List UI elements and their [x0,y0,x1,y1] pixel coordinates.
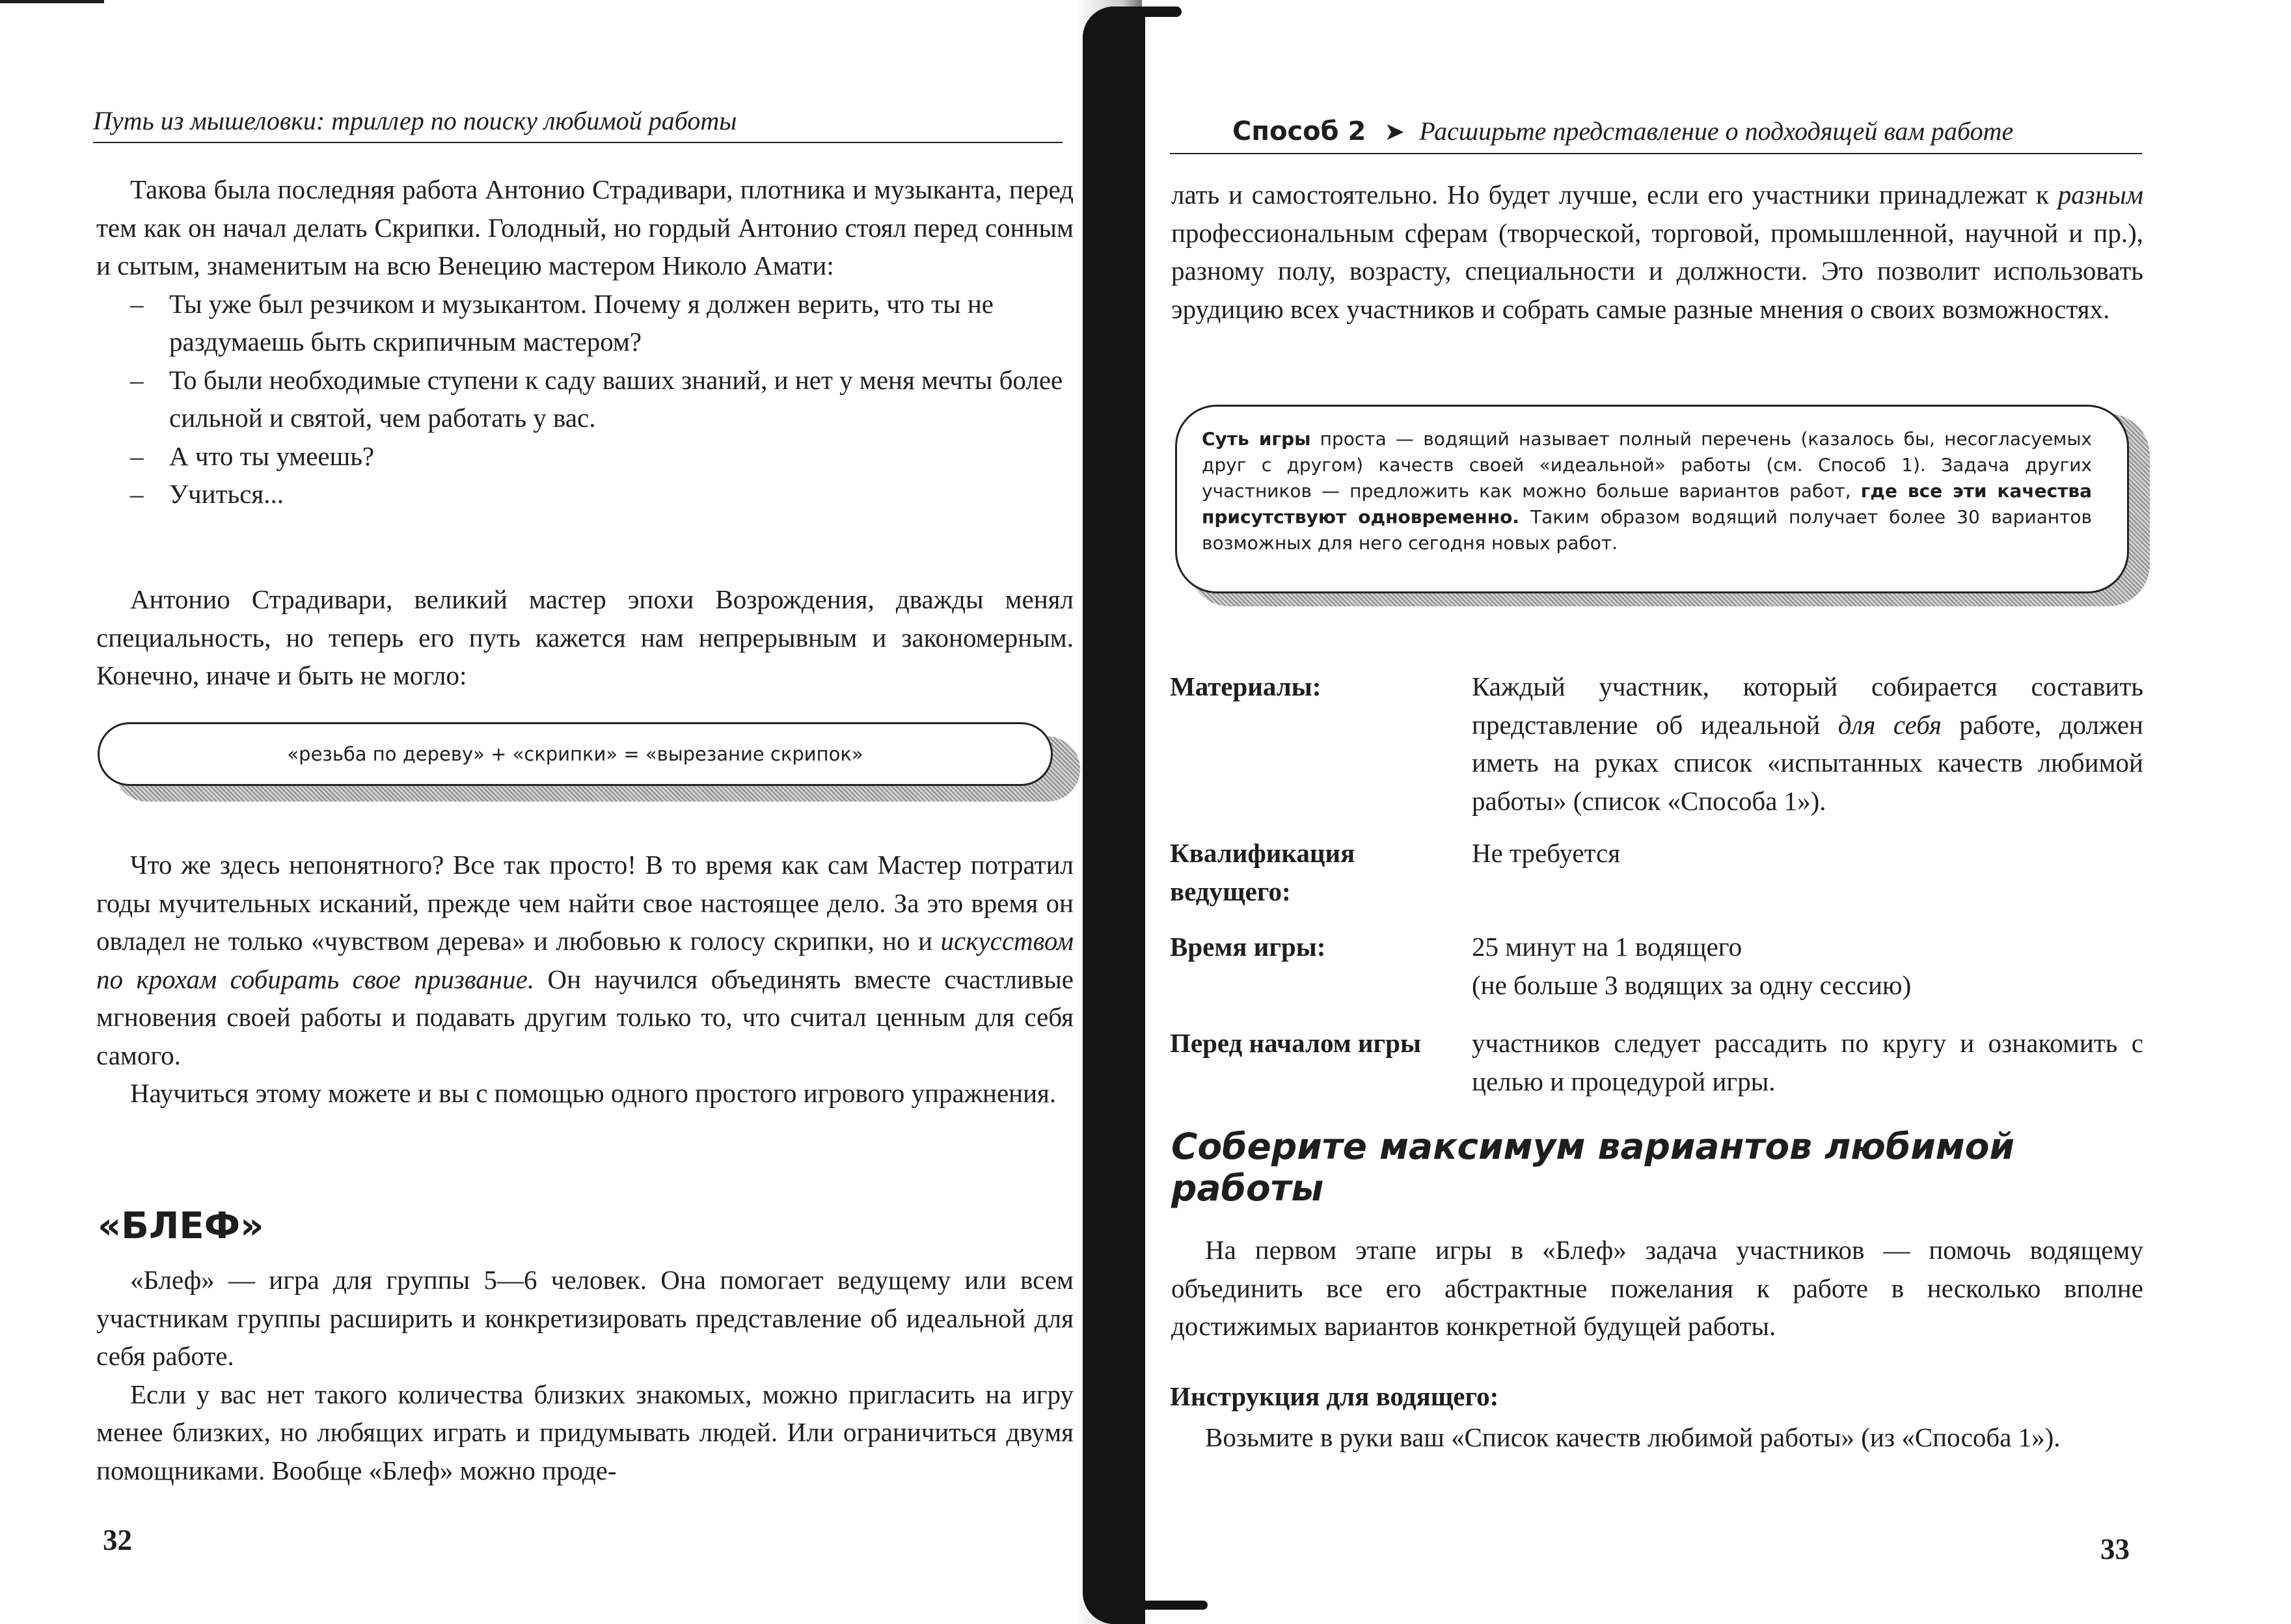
right-text-block-1 [1171,176,2143,328]
stradivari-block [96,580,1074,695]
section-heading: Соберите максимум вариантов любимой работы [1171,1126,2015,1209]
book-spine [1083,7,1145,1624]
paragraph-learn: Научиться этому можете и вы с помощью одного простого игрового упражнения. [130,1078,1057,1108]
first-stage-paragraph: На первом этапе игры в «Блеф» задача участников — помочь водящему объединить все его абстрактные пожелания к работе в несколько вполне достижимых вариантов конкретной будущей работы. [1171,1235,2143,1341]
materials-value: Каждый участник, который собирается составить представление об идеальной для себя работе, должен иметь на руках список «испытанных качеств любимой работы» (список «Способа 1»). [1472,671,2143,816]
intro-paragraph: Такова была последняя работа Антонио Страдивари, плотника и музыканта, перед тем как он начал делать Скрипки. Голодный, но гордый Антонио стоял перед сонным и сытым, знаменитым на всю Венецию мастером Николо Амати: [96,174,1074,280]
left-text-block-1 [96,170,1074,513]
dialogue-line: – То были необходимые ступени к саду ваших знаний, и нет у меня мечты более сильной и святой, чем работать у вас. [130,364,1063,433]
page-number-left: 32 [103,1524,132,1556]
before-start-value: участников следует рассадить по кругу и ознакомить с целью и процедурой игры. [1472,1028,2143,1096]
materials-label: Материалы: [1170,671,1322,701]
method-subtitle: Расширьте представление о подходящей вам работе [1419,116,2014,146]
right-text-block-3 [1171,1418,2143,1457]
formula-frame [98,722,1053,786]
instruction-heading: Инструкция для водящего: [1170,1381,1499,1411]
before-start-label: Перед началом игры [1170,1028,1421,1058]
essence-text: Суть игры проста — водящий называет полный перечень (казалось бы, несогласуемых друг с другом) качеств своей «идеальной» работы (см. Способ 1). Задача других участников — предложить как можно больше вариантов работ, где все эти качества присутствуют одновременно. Таким образом водящий получает более 30 вариантов возможных для него сегодня новых работ. [1202,428,2093,554]
game-paragraph-2: Если у вас нет такого количества близких знакомых, можно пригласить на игру менее близких, но любящих играть и придумывать людей. Или ограничиться двумя помощниками. Вообще «Блеф» можно проде- [96,1379,1074,1485]
dialogue-line: – Ты уже был резчиком и музыкантом. Почему я должен верить, что ты не раздумаешь быть скрипичным мастером? [130,288,994,357]
page-number-right: 33 [2100,1533,2130,1565]
dialogue-line: – А что ты умеешь? [130,440,375,471]
game-paragraph-1: «Блеф» — игра для группы 5—6 человек. Она помогает ведущему или всем участникам группы расширить и конкретизировать представление об идеальной для себя работе. [96,1265,1074,1371]
right-text-block-2 [1171,1231,2143,1346]
spine-bottom-edge [1110,1601,1208,1610]
running-header-right [1170,113,2142,154]
paragraph-master: Что же здесь непонятного? Все так просто! В то время как сам Мастер потратил годы мучительных исканий, прежде чем найти свое настоящее дело. За это время он овладел не только «чувством дерева» и любовью к голосу скрипки, но и искусством по крохам собирать свое призвание. Он научился объединять вместе счастливые мгновения своей работы и подавать другим только то, что считал ценным для себя самого. [96,850,1074,1070]
arrow-icon: ➤ [1384,118,1405,146]
qualification-label: Квалификация ведущего: [1170,838,1355,906]
time-label: Время игры: [1170,932,1326,962]
page-edge-mark [0,0,104,3]
stradivari-paragraph: Антонио Страдивари, великий мастер эпохи Возрождения, дважды менял специальность, но теперь его путь кажется нам непрерывным и закономерным. Конечно, иначе и быть не могло: [96,584,1074,690]
time-value-line-2: (не больше 3 водящих за одну сессию) [1472,969,1912,1000]
game-title: «БЛЕФ» [98,1205,264,1247]
formula-text: «резьба по дереву» + «скрипки» = «вырезание скрипок» [287,743,863,765]
time-value-line-1: 25 минут на 1 водящего [1472,932,1742,962]
qualification-value: Не требуется [1472,838,1621,868]
time-value [1472,928,2143,1004]
running-header-left: Путь из мышеловки: триллер по поиску любимой работы [93,103,1063,143]
essence-frame [1175,405,2129,593]
left-text-block-3 [96,1261,1074,1489]
left-text-block-2 [96,846,1074,1113]
spine-top-edge [1110,7,1182,17]
dialogue-line: – Учиться... [130,479,284,509]
continuation-paragraph: лать и самостоятельно. Но будет лучше, если его участники принадлежат к разным профессиональным сферам (творческой, торговой, промышленной, научной и пр.), разному полу, возрасту, специальности и должности. Это позволит использовать эрудицию всех участников и собрать самые разные мнения о своих возможностях. [1171,180,2143,324]
instruction-paragraph: Возьмите в руки ваш «Список качеств любимой работы» (из «Способа 1»). [1205,1422,2061,1452]
method-label: Способ 2 [1232,116,1366,146]
